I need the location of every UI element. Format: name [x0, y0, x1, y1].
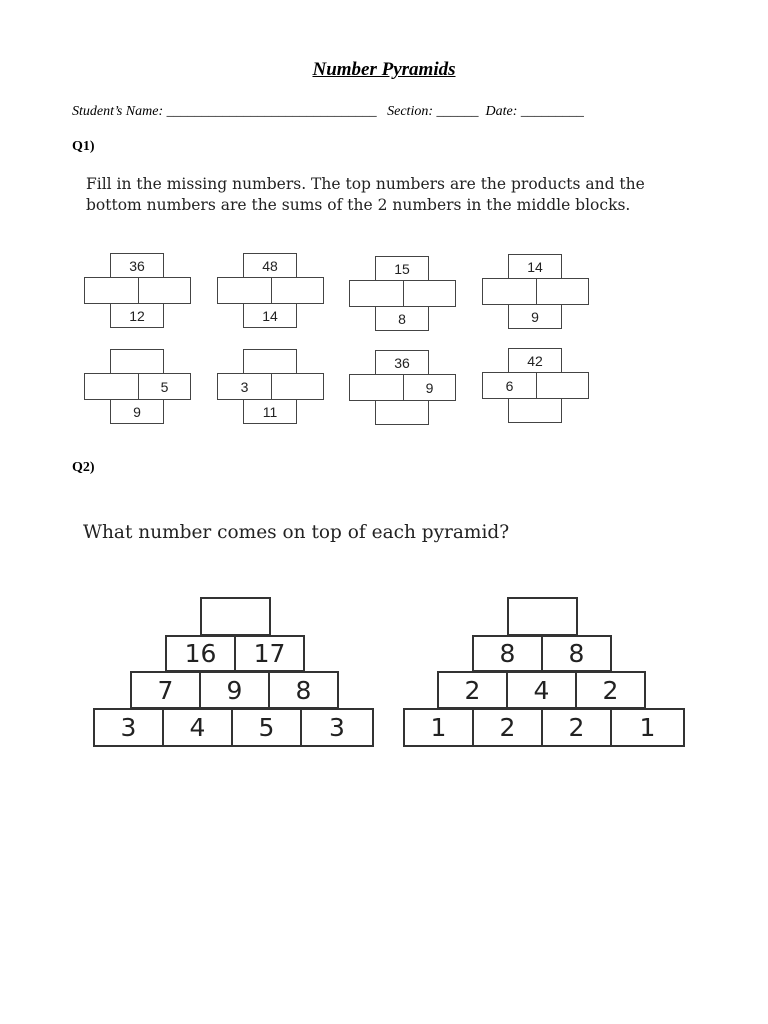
pyramid-cell: 8	[472, 635, 543, 672]
pyramid-cell: 17	[234, 635, 305, 672]
middle-right-box[interactable]	[403, 280, 456, 307]
pyramid-cell: 9	[199, 671, 270, 709]
pyramid-cell: 2	[437, 671, 508, 709]
middle-left-box[interactable]	[217, 277, 271, 304]
pyramid-cell: 8	[541, 635, 612, 672]
pyramid-cell: 8	[268, 671, 339, 709]
sum-box[interactable]: 11	[243, 399, 297, 424]
product-box[interactable]: 36	[375, 350, 429, 375]
sum-box[interactable]: 12	[110, 303, 164, 328]
middle-left-box[interactable]	[84, 373, 138, 400]
sum-box[interactable]: 9	[110, 399, 164, 424]
product-box[interactable]	[243, 349, 297, 374]
q2-instruction: What number comes on top of each pyramid?	[83, 522, 510, 543]
middle-left-box[interactable]: 6	[482, 372, 536, 399]
sum-box[interactable]: 8	[375, 306, 429, 331]
product-box[interactable]: 15	[375, 256, 429, 281]
student-info-line: Student’s Name: ______________________________ Section: ______ Date: _________	[72, 104, 584, 119]
sum-box[interactable]: 9	[508, 304, 562, 329]
middle-right-box[interactable]	[536, 278, 589, 305]
middle-right-box[interactable]: 9	[403, 374, 456, 401]
product-box[interactable]	[110, 349, 164, 374]
middle-right-box[interactable]	[138, 277, 191, 304]
middle-right-box[interactable]	[271, 277, 324, 304]
page-title: Number Pyramids	[312, 59, 456, 80]
pyramid-cell: 7	[130, 671, 201, 709]
pyramid-cell: 3	[93, 708, 164, 747]
pyramid-cell: 4	[162, 708, 233, 747]
sum-box[interactable]: 14	[243, 303, 297, 328]
q2-label: Q2)	[72, 460, 95, 475]
middle-right-box[interactable]	[536, 372, 589, 399]
pyramid-cell: 1	[610, 708, 685, 747]
middle-left-box[interactable]	[349, 374, 403, 401]
pyramid-cell: 2	[575, 671, 646, 709]
pyramid-cell: 1	[403, 708, 474, 747]
pyramid-cell: 5	[231, 708, 302, 747]
sum-box[interactable]	[508, 398, 562, 423]
q1-instruction: Fill in the missing numbers. The top numbers are the products and the bottom numbers are the sums of the 2 numbers in the middle blocks.	[86, 175, 645, 214]
product-box[interactable]: 48	[243, 253, 297, 278]
pyramid-top-box[interactable]	[200, 597, 271, 636]
middle-left-box[interactable]	[349, 280, 403, 307]
middle-right-box[interactable]	[271, 373, 324, 400]
product-box[interactable]: 36	[110, 253, 164, 278]
q1-label: Q1)	[72, 139, 95, 154]
product-box[interactable]: 14	[508, 254, 562, 279]
sum-box[interactable]	[375, 400, 429, 425]
pyramid-cell: 2	[472, 708, 543, 747]
pyramid-top-box[interactable]	[507, 597, 578, 636]
product-box[interactable]: 42	[508, 348, 562, 373]
pyramid-cell: 3	[300, 708, 374, 747]
middle-left-box[interactable]: 3	[217, 373, 271, 400]
pyramid-cell: 16	[165, 635, 236, 672]
middle-right-box[interactable]: 5	[138, 373, 191, 400]
middle-left-box[interactable]	[482, 278, 536, 305]
middle-left-box[interactable]	[84, 277, 138, 304]
pyramid-cell: 2	[541, 708, 612, 747]
pyramid-cell: 4	[506, 671, 577, 709]
